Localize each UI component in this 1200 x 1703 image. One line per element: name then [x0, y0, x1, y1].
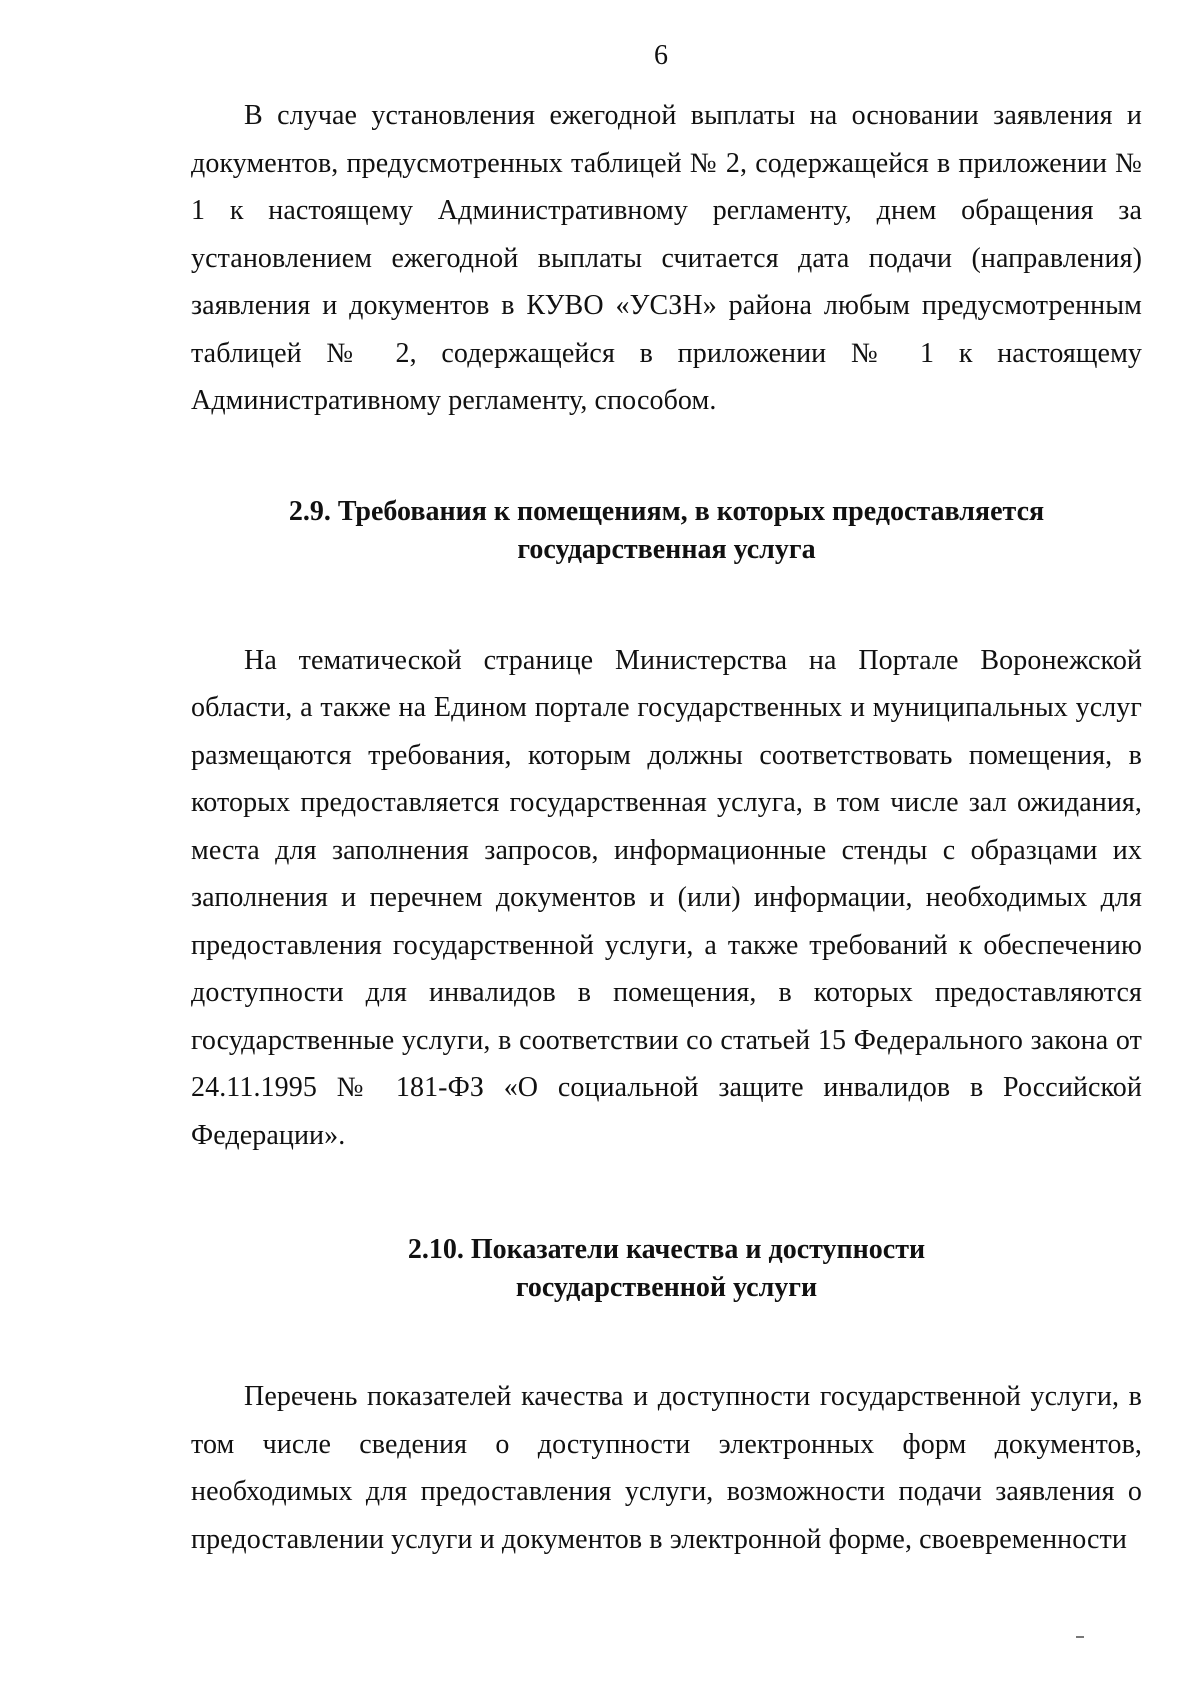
section-heading-2-10-line-1: 2.10. Показатели качества и доступности	[407, 1234, 926, 1265]
page-number: 6	[654, 40, 668, 71]
scan-artifact-mark	[1076, 1636, 1084, 1638]
section-heading-2-9-line-2: государственная услуга	[517, 533, 816, 565]
document-body	[191, 92, 1142, 1563]
section-heading-2-9-line-1: 2.9. Требования к помещениям, в которых предоставляется	[288, 495, 1045, 527]
section-heading-2-9	[191, 493, 1142, 569]
section-heading-2-10	[191, 1231, 1142, 1307]
paragraph-premises-requirements: На тематической странице Министерства на Портале Воронежской области, а также на Едином портале государственных и муниципальных услуг размещаются требования, которым должны соответствовать помещения, в которых предоставляется государственная услуга, в том числе зал ожидания, места для заполнения запросов, информационные стенды с образцами их заполнения и перечнем документов и (или) информации, необходимых для предоставления государственной услуги, а также требований к обеспечению доступности для инвалидов в помещения, в которых предоставляются государственные услуги, в соответствии со статьей 15 Федерального закона от 24.11.1995 № 181-ФЗ «О социальной защите инвалидов в Российской Федерации».	[191, 644, 1142, 1151]
paragraph-quality-indicators: Перечень показателей качества и доступности государственной услуги, в том числе сведения о доступности электронных форм документов, необходимых для предоставления услуги, возможности подачи заявления о предоставлении услуги и документов в электронной форме, своевременности	[191, 1381, 1142, 1555]
section-heading-2-10-line-2: государственной услуги	[515, 1272, 818, 1303]
paragraph-annual-payment: В случае установления ежегодной выплаты на основании заявления и документов, предусмотренных таблицей № 2, содержащейся в приложении № 1 к настоящему Административному регламенту, днем обращения за установлением ежегодной выплаты считается дата подачи (направления) заявления и документов в КУВО «УСЗН» района любым предусмотренным таблицей № 2, содержащейся в приложении № 1 к настоящему Административному регламенту, способом.	[191, 100, 1142, 416]
